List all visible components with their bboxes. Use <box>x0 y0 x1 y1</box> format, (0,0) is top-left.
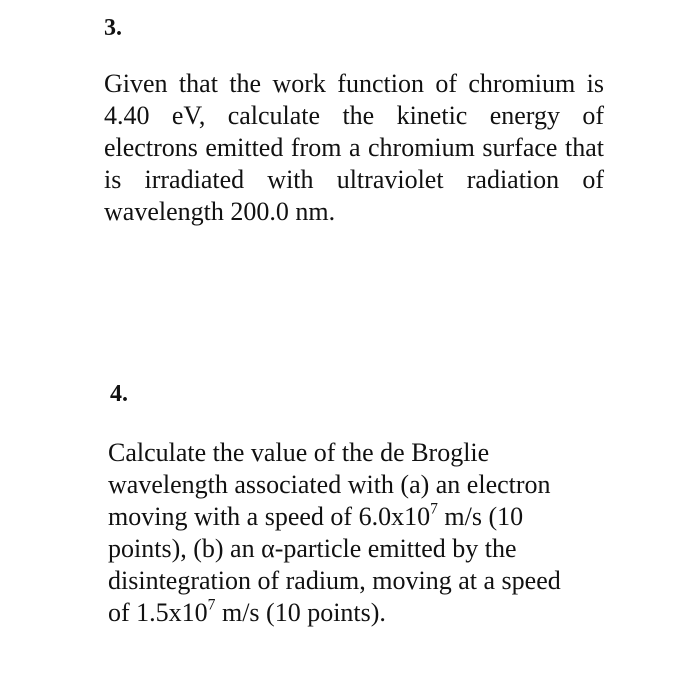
question-4-number: 4. <box>110 381 128 407</box>
question-4-line: points), (b) an α-particle emitted by the <box>108 534 517 563</box>
question-4-line: Calculate the value of the de Broglie <box>108 438 490 467</box>
question-3-text <box>104 68 604 228</box>
question-3-line: electrons emitted from a chromium surface <box>104 133 558 162</box>
question-3-number: 3. <box>104 15 122 41</box>
question-3-line: 4.40 eV, calculate the kinetic energy of <box>104 101 604 130</box>
question-3-line: wavelength 200.0 nm. <box>104 197 336 226</box>
question-4-line <box>108 598 386 627</box>
alpha-speed-exponent: 7 <box>207 596 216 614</box>
alpha-speed-unit: m/s (10 points). <box>215 598 386 627</box>
question-4-text <box>108 437 618 629</box>
question-3-line: Given that the work function of chromium is <box>104 69 604 98</box>
electron-speed-unit: m/s (10 <box>437 502 524 531</box>
question-4-line <box>108 502 523 531</box>
electron-speed-exponent: 7 <box>430 500 438 518</box>
question-3-line: that is irradiated with ultraviolet radiation of <box>104 133 604 194</box>
alpha-speed-text: of 1.5x10 <box>108 598 208 627</box>
electron-speed-text: moving with a speed of 6.0x10 <box>108 502 431 531</box>
question-4-line: wavelength associated with (a) an electron <box>108 470 551 499</box>
question-4-line: disintegration of radium, moving at a speed <box>108 566 561 595</box>
